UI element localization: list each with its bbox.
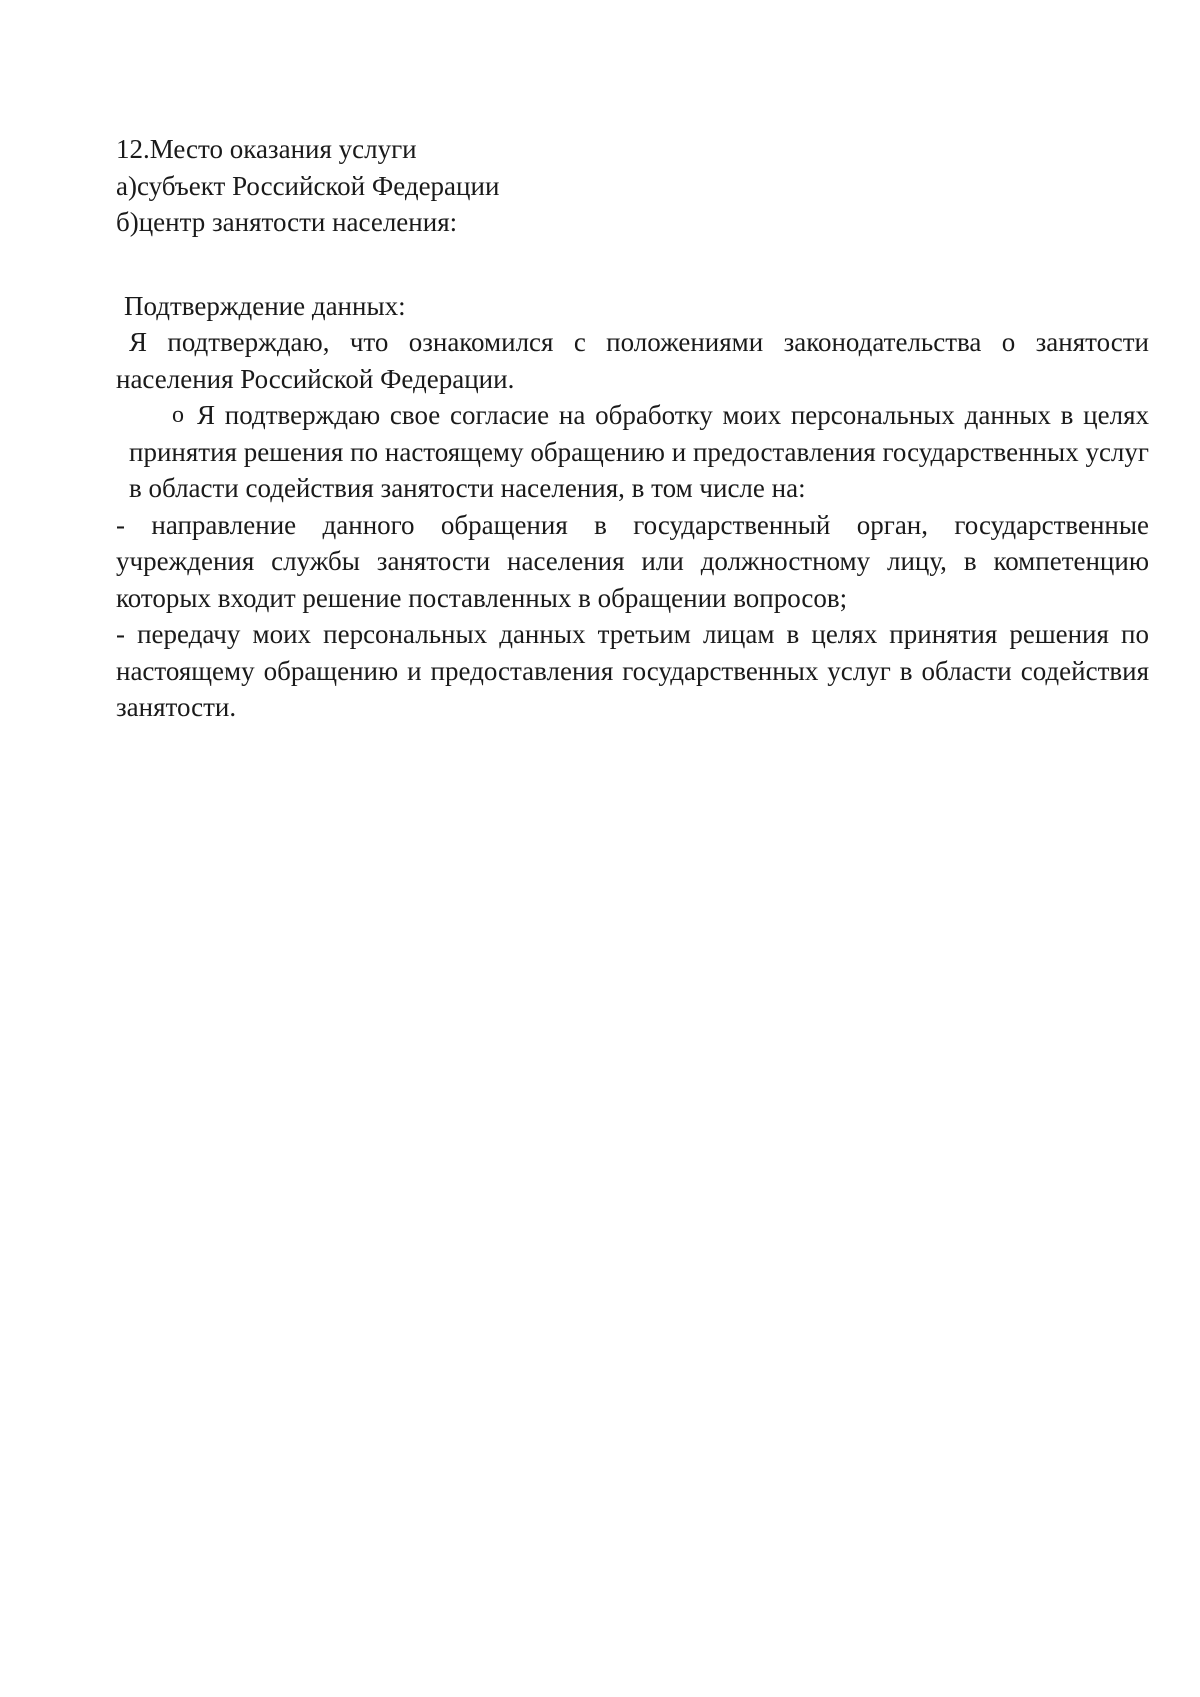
consent-option bbox=[116, 397, 1149, 507]
option-circle-icon: o bbox=[172, 402, 184, 428]
confirmation-heading: Подтверждение данных: bbox=[124, 290, 406, 321]
confirmation-text: Я подтверждаю, что ознакомился с положениями законодательства о занятости населения Российской Федерации. bbox=[116, 327, 1149, 394]
clause-third-parties: - передачу моих персональных данных третьим лицам в целях принятия решения по настоящему обращению и предоставления государственных услуг в области содействия занятости. bbox=[116, 619, 1149, 722]
document-body bbox=[116, 131, 1149, 726]
section-title: 12.Место оказания услуги bbox=[116, 134, 417, 164]
item-a-subject: а)субъект Российской Федерации bbox=[116, 170, 500, 201]
clause-forwarding: - направление данного обращения в государственный орган, государственные учреждения службы занятости населения или должностному лицу, в компетенцию которых входит решение поставленных в обращении вопросов; bbox=[116, 509, 1149, 613]
consent-text: Я подтверждаю свое согласие на обработку моих персональных данных в целях принятия решения по настоящему обращению и предоставления государственных услуг в области содействия занятости населения, в том числе на: bbox=[129, 400, 1149, 503]
item-b-employment-center: б)центр занятости населения: bbox=[116, 207, 458, 237]
spacer bbox=[116, 241, 1149, 288]
